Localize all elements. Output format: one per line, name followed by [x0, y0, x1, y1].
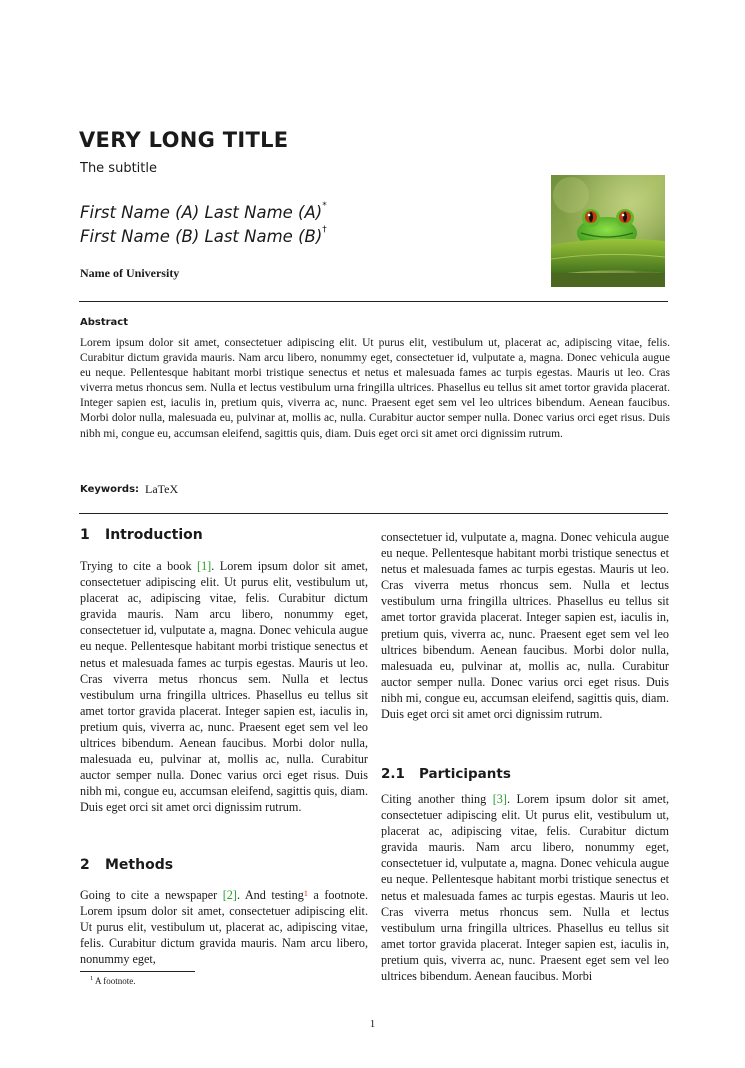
citation-link[interactable]: [1]: [197, 559, 212, 573]
methods-text: a footnote. Lorem ipsum dolor sit amet, consectetuer adipiscing elit. Ut purus elit, vestibulum ut, placerat ac, adipiscing vitae, felis. Curabitur dictum gravida mauris. Nam arcu libero, nonummy eget,: [80, 888, 368, 967]
footnote-text: A footnote.: [95, 976, 136, 986]
abstract-text: Lorem ipsum dolor sit amet, consectetuer adipiscing elit. Ut purus elit, vestibulum ut, placerat ac, adipiscing vitae, felis. Curabitur dictum gravida mauris. Nam arcu libero, nonummy eget, consectetuer id, vulputate a, magna. Donec vehicula augue eu neque. Pellentesque habitant morbi tristique senectus et netus et malesuada fames ac turpis egestas. Mauris ut leo. Cras viverra metus rhoncus sem. Nulla et lectus vestibulum urna fringilla ultrices. Phasellus eu tellus sit amet tortor gravida placerat. Integer sapien est, iaculis in, pretium quis, viverra ac, nunc. Praesent eget sem vel leo ultrices bibendum. Aenean faucibus. Morbi dolor nulla, malesuada eu, pulvinar at, mollis ac, nulla. Curabitur auctor semper nulla. Donec varius orci eget risus. Duis nibh mi, congue eu, accumsan eleifend, sagittis quis, diam. Duis eget orci sit amet orci dignissim rutrum.: [80, 337, 670, 440]
paper-subtitle: The subtitle: [80, 161, 157, 176]
university-name: Name of University: [80, 266, 180, 280]
footnote-number: 1: [90, 975, 94, 982]
subsection-participants-heading: [381, 766, 511, 782]
author-b-mark: †: [322, 225, 327, 235]
section-title: Methods: [105, 857, 174, 873]
author-a: [80, 203, 327, 222]
subsection-number: 2.1: [381, 766, 405, 782]
author-b-name: First Name (B) Last Name (B): [80, 227, 323, 246]
methods-lead: Going to cite a newspaper: [80, 888, 223, 902]
footnote-marker[interactable]: 1: [303, 889, 308, 898]
participants-text: . Lorem ipsum dolor sit amet, consectetuer adipiscing elit. Ut purus elit, vestibulum ut, placerat ac, adipiscing vitae, felis. Curabitur dictum gravida mauris. Nam arcu libero, nonummy eget, consectetuer id, vulputate a, magna. Donec vehicula augue eu neque. Pellentesque habitant morbi tristique senectus et netus et malesuada fames ac turpis egestas. Mauris ut leo. Cras viverra metus rhoncus sem. Nulla et lectus vestibulum urna fringilla ultrices. Phasellus eu tellus sit amet tortor gravida placerat. Integer sapien est, iaculis in, pretium quis, viverra ac, nunc. Praesent eget sem vel leo ultrices bibendum. Aenean faucibus. Morbi: [381, 792, 669, 984]
section-methods-body: [80, 887, 368, 967]
subsection-title: Participants: [419, 766, 511, 782]
frog-icon: [551, 175, 665, 287]
author-a-name: First Name (A) Last Name (A): [80, 203, 323, 222]
participants-lead: Citing another thing: [381, 792, 493, 806]
author-a-mark: *: [322, 201, 327, 211]
keywords-value: LaTeX: [145, 482, 179, 496]
methods-mid: . And testing: [236, 888, 304, 902]
paper-title: VERY LONG TITLE: [79, 128, 289, 152]
section-introduction-body: [80, 558, 368, 816]
keywords-label: Keywords:: [80, 484, 140, 495]
abstract-heading: Abstract: [80, 317, 129, 328]
methods-continued-body: consectetuer id, vulputate a, magna. Donec vehicula augue eu neque. Pellentesque habitant morbi tristique senectus et netus et malesuada fames ac turpis egestas. Mauris ut leo. Cras viverra metus rhoncus sem. Nulla et lectus vestibulum urna fringilla ultrices. Phasellus eu tellus sit amet tortor gravida placerat. Integer sapien est, iaculis in, pretium quis, viverra ac, nunc. Praesent eget sem vel leo ultrices bibendum. Aenean faucibus. Morbi dolor nulla, malesuada eu, pulvinar at, mollis ac, nulla. Curabitur auctor semper nulla. Donec varius orci eget risus. Duis nibh mi, congue eu, accumsan eleifend, sagittis quis, diam. Duis eget orci sit amet orci dignissim rutrum.: [381, 530, 669, 722]
page-number: 1: [369, 1018, 376, 1030]
section-introduction-heading: [80, 527, 203, 543]
intro-lead: Trying to cite a book: [80, 559, 198, 573]
header-rule: [79, 301, 668, 302]
section-methods-heading: [80, 857, 173, 873]
citation-link[interactable]: [2]: [222, 888, 237, 902]
section-number: 2: [80, 857, 90, 873]
footnote: [90, 975, 136, 986]
section-number: 1: [80, 527, 90, 543]
citation-link[interactable]: [3]: [492, 792, 507, 806]
author-b: [80, 227, 327, 246]
intro-text: . Lorem ipsum dolor sit amet, consectetuer adipiscing elit. Ut purus elit, vestibulum ut, placerat ac, adipiscing vitae, felis. Curabitur dictum gravida mauris. Nam arcu libero, nonummy eget, consectetuer id, vulputate a, magna. Donec vehicula augue eu neque. Pellentesque habitant morbi tristique senectus et netus et malesuada fames ac turpis egestas. Mauris ut leo. Cras viverra metus rhoncus sem. Nulla et lectus vestibulum urna fringilla ultrices. Phasellus eu tellus sit amet tortor gravida placerat. Integer sapien est, iaculis in, pretium quis, viverra ac, nunc. Praesent eget sem vel leo ultrices bibendum. Aenean faucibus. Morbi dolor nulla, malesuada eu, pulvinar at, mollis ac, nulla. Curabitur auctor semper nulla. Donec varius orci eget risus. Duis nibh mi, congue eu, accumsan eleifend, sagittis quis, diam. Duis eget orci sit amet orci dignissim rutrum.: [80, 559, 368, 815]
section-title: Introduction: [105, 527, 203, 543]
keywords-rule: [79, 513, 668, 514]
subsection-participants-body: [381, 791, 669, 984]
footnote-rule: [80, 971, 195, 972]
